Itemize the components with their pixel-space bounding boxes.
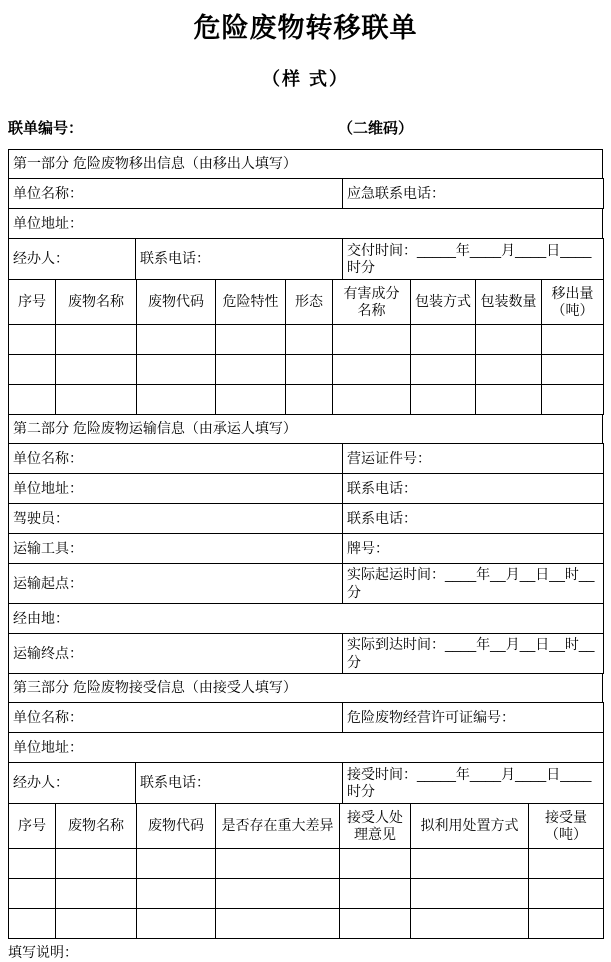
part2-driver-field: 驾驶员： — [9, 504, 343, 534]
part1-handler-row — [8, 238, 604, 280]
part1-section-title: 第一部分 危险废物移出信息（由移出人填写） — [9, 150, 603, 179]
part2-unit-name-field: 单位名称： — [9, 444, 343, 474]
part3-unit-name-field: 单位名称： — [9, 703, 343, 733]
part2-plate-no-field: 牌号： — [343, 534, 604, 564]
empty-cell — [286, 385, 333, 415]
part2-vehicle-field: 运输工具： — [9, 534, 343, 564]
col-header-major-discrepancy: 是否存在重大差异 — [216, 804, 340, 849]
page-subtitle: （样 式） — [261, 69, 349, 89]
empty-cell — [411, 879, 529, 909]
part1-emergency-phone-field: 应急联系电话： — [343, 179, 604, 209]
col-header-waste-code: 废物代码 — [137, 804, 216, 849]
part3-section-header — [8, 673, 603, 703]
part3-unit-address-field: 单位地址： — [9, 733, 604, 763]
notes-label: 填写说明： — [8, 944, 78, 960]
empty-cell — [216, 879, 340, 909]
empty-cell — [476, 355, 542, 385]
part3-handler-row — [8, 762, 604, 804]
part3-receive-table-header-row — [9, 804, 604, 849]
empty-cell — [137, 355, 216, 385]
col-header-receiver-opinion: 接受人处理意见 — [340, 804, 411, 849]
part2-departure-time-field: 实际起运时间：____年__月__日__时__分 — [343, 564, 604, 604]
part2-unit-phone-field: 联系电话： — [343, 474, 604, 504]
empty-cell — [216, 849, 340, 879]
empty-cell — [56, 879, 137, 909]
manifest-number-label: 联单编号： — [8, 120, 84, 137]
col-header-harmful-component: 有害成分名称 — [333, 280, 411, 325]
part2-operation-license-field: 营运证件号： — [343, 444, 604, 474]
empty-cell — [529, 879, 604, 909]
part2-destination-field: 运输终点： — [9, 634, 343, 674]
empty-cell — [529, 909, 604, 939]
empty-cell — [9, 325, 56, 355]
empty-cell — [476, 325, 542, 355]
col-header-waste-name: 废物名称 — [56, 804, 137, 849]
part3-unit-rows — [8, 702, 604, 763]
part3-handler-field: 经办人： — [9, 763, 136, 804]
part1-contact-phone-field: 联系电话： — [136, 239, 343, 280]
empty-row — [9, 385, 604, 415]
part2-driver-phone-field: 联系电话： — [343, 504, 604, 534]
part3-contact-phone-field: 联系电话： — [136, 763, 343, 804]
empty-cell — [216, 385, 286, 415]
empty-cell — [216, 355, 286, 385]
empty-cell — [137, 909, 216, 939]
empty-cell — [333, 385, 411, 415]
part3-receive-time-field: 接受时间：_____年____月____日____时分 — [343, 763, 604, 804]
part2-via-place-field: 经由地： — [9, 604, 604, 634]
part1-handler-field: 经办人： — [9, 239, 136, 280]
empty-cell — [340, 879, 411, 909]
part1-waste-table — [8, 279, 604, 415]
col-header-packing-qty: 包装数量 — [476, 280, 542, 325]
part1-unit-address-field: 单位地址： — [9, 209, 603, 239]
qr-code-placeholder: （二维码） — [338, 120, 414, 137]
empty-cell — [137, 325, 216, 355]
col-header-waste-name: 废物名称 — [56, 280, 137, 325]
empty-cell — [476, 385, 542, 415]
empty-cell — [542, 355, 604, 385]
empty-cell — [411, 385, 476, 415]
part1-section-header — [8, 149, 603, 179]
empty-row — [9, 325, 604, 355]
part1-address-row — [8, 208, 603, 239]
part1-unit-row — [8, 178, 604, 209]
empty-cell — [411, 325, 476, 355]
empty-cell — [529, 849, 604, 879]
empty-cell — [56, 909, 137, 939]
empty-cell — [340, 849, 411, 879]
empty-cell — [9, 909, 56, 939]
col-header-hazard: 危险特性 — [216, 280, 286, 325]
part2-origin-field: 运输起点： — [9, 564, 343, 604]
empty-cell — [542, 385, 604, 415]
empty-cell — [9, 385, 56, 415]
col-header-waste-code: 废物代码 — [137, 280, 216, 325]
part1-unit-name-field: 单位名称： — [9, 179, 343, 209]
part3-section-title: 第三部分 危险废物接受信息（由接受人填写） — [9, 674, 603, 703]
col-header-form: 形态 — [286, 280, 333, 325]
empty-cell — [411, 909, 529, 939]
empty-cell — [333, 325, 411, 355]
empty-row — [9, 355, 604, 385]
part2-unit-address-field: 单位地址： — [9, 474, 343, 504]
empty-row — [9, 849, 604, 879]
empty-cell — [216, 325, 286, 355]
part3-receive-table — [8, 803, 604, 939]
manifest-number-row — [0, 117, 611, 139]
part2-section-title: 第二部分 危险废物运输信息（由承运人填写） — [9, 415, 603, 444]
col-header-disposal-method: 拟利用处置方式 — [411, 804, 529, 849]
part1-waste-table-header-row — [9, 280, 604, 325]
col-header-seq: 序号 — [9, 280, 56, 325]
empty-cell — [9, 849, 56, 879]
empty-cell — [9, 355, 56, 385]
empty-cell — [216, 909, 340, 939]
empty-cell — [542, 325, 604, 355]
empty-cell — [137, 849, 216, 879]
empty-cell — [137, 879, 216, 909]
col-header-packing-method: 包装方式 — [411, 280, 476, 325]
part2-section-header — [8, 414, 603, 444]
part2-arrival-time-field: 实际到达时间：____年__月__日__时__分 — [343, 634, 604, 674]
col-header-receive-amount: 接受量（吨） — [529, 804, 604, 849]
empty-cell — [411, 355, 476, 385]
part1-delivery-time-field: 交付时间：_____年____月____日____时分 — [343, 239, 604, 280]
col-header-out-amount: 移出量（吨） — [542, 280, 604, 325]
empty-cell — [286, 355, 333, 385]
empty-cell — [56, 325, 137, 355]
empty-cell — [333, 355, 411, 385]
empty-cell — [56, 849, 137, 879]
empty-cell — [286, 325, 333, 355]
part3-permit-no-field: 危险废物经营许可证编号： — [343, 703, 604, 733]
empty-cell — [340, 909, 411, 939]
part2-info-rows — [8, 443, 604, 674]
page-title: 危险废物转移联单 — [193, 13, 418, 43]
empty-cell — [56, 385, 137, 415]
empty-row — [9, 909, 604, 939]
empty-cell — [56, 355, 137, 385]
empty-cell — [9, 879, 56, 909]
empty-row — [9, 879, 604, 909]
col-header-seq: 序号 — [9, 804, 56, 849]
empty-cell — [137, 385, 216, 415]
empty-cell — [411, 849, 529, 879]
